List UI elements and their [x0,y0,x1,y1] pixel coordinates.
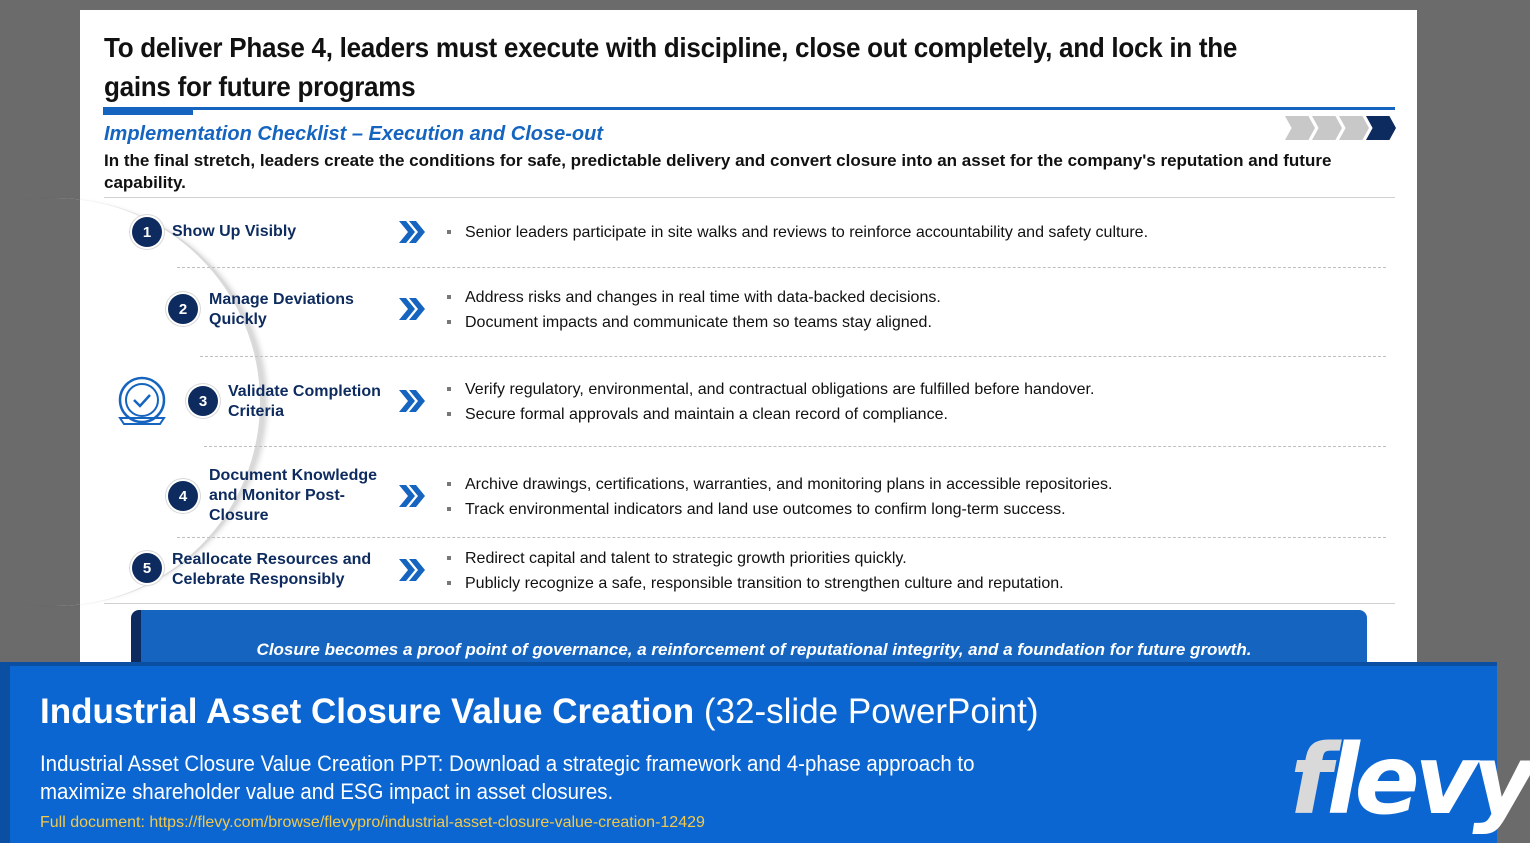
divider [177,537,1386,538]
footer-description: Industrial Asset Closure Value Creation PPT: Download a strategic framework and 4-phase approach to maximize shareholder value and ESG impact in asset closures. [40,751,975,804]
double-chevron-right-icon [399,298,425,320]
step-1-number: 1 [132,217,162,247]
step-4-bullets [446,472,1112,522]
list-item: Document impacts and communicate them so teams stay aligned. [446,310,941,335]
list-item: Verify regulatory, environmental, and contractual obligations are fulfilled before handover. [446,377,1094,402]
footer-title [40,692,1039,732]
phase-progress-indicator [1285,116,1397,140]
step-3-label: Validate Completion Criteria [228,383,381,420]
step-2-label: Manage Deviations Quickly [209,291,354,328]
title-rule-accent [103,109,193,115]
divider-top [104,197,1395,198]
footer-title-suffix: (32-slide PowerPoint) [703,692,1039,731]
phase-3-chevron [1339,116,1369,140]
phase-1-chevron [1285,116,1315,140]
step-4-number: 4 [168,481,198,511]
callout-text: Closure becomes a proof point of governance, a reinforcement of reputational integrity, and a foundation for future growth. [256,640,1252,659]
divider-bottom [104,603,1395,604]
section-subtitle: Implementation Checklist – Execution and Close-out [104,123,603,145]
list-item: Redirect capital and talent to strategic growth priorities quickly. [446,546,1064,571]
list-item: Publicly recognize a safe, responsible transition to strengthen culture and reputation. [446,571,1064,596]
certificate-check-icon [112,374,172,434]
step-3-bullets [446,377,1094,427]
full-document-link[interactable]: Full document: https://flevy.com/browse/flevypro/industrial-asset-closure-value-creation-12429 [40,814,705,831]
list-item: Secure formal approvals and maintain a clean record of compliance. [446,402,1094,427]
step-5-bullets [446,546,1064,596]
double-chevron-right-icon [399,390,425,412]
logo-rest: levy [1326,724,1530,836]
step-1-label: Show Up Visibly [172,223,297,240]
step-2-bullets [446,285,941,335]
double-chevron-right-icon [399,559,425,581]
list-item: Archive drawings, certifications, warranties, and monitoring plans in accessible repositories. [446,472,1112,497]
divider [204,446,1386,447]
logo-f: f [1290,724,1327,836]
slide-title: To deliver Phase 4, leaders must execute with discipline, close out completely, and lock in the gains for future programs [104,32,1238,102]
list-item: Senior leaders participate in site walks and reviews to reinforce accountability and safety culture. [446,220,1148,245]
phase-2-chevron [1312,116,1342,140]
double-chevron-right-icon [399,485,425,507]
step-1-bullets [446,220,1148,245]
flevy-logo[interactable] [1290,724,1530,836]
footer-title-main: Industrial Asset Closure Value Creation [40,692,695,731]
step-2-number: 2 [168,294,198,324]
intro-text: In the final stretch, leaders create the conditions for safe, predictable delivery and convert closure into an asset for the company's reputation and future capability. [104,151,1332,192]
footer-edge [0,666,10,843]
divider [177,267,1386,268]
step-4-label: Document Knowledge and Monitor Post-Closure [209,467,378,524]
step-5-number: 5 [132,553,162,583]
slide [80,10,1417,710]
title-rule [103,107,1395,110]
double-chevron-right-icon [399,221,425,243]
phase-4-chevron [1366,116,1396,140]
step-3-number: 3 [188,386,218,416]
step-5-label: Reallocate Resources and Celebrate Responsibly [172,551,372,588]
footer-banner [0,662,1530,843]
list-item: Address risks and changes in real time with data-backed decisions. [446,285,941,310]
divider [200,356,1386,357]
list-item: Track environmental indicators and land use outcomes to confirm long-term success. [446,497,1112,522]
